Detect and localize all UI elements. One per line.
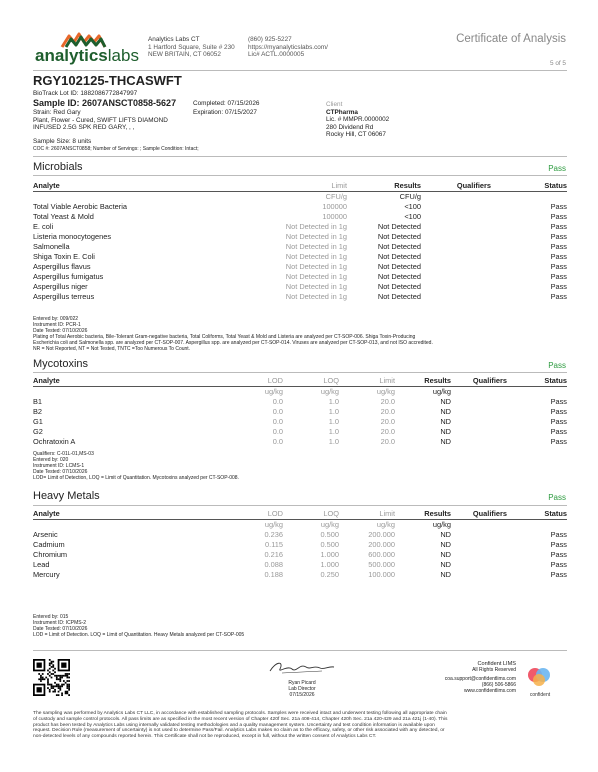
table-cell: ND <box>440 437 451 446</box>
client-block <box>326 101 389 139</box>
table-row <box>33 252 567 262</box>
sample-code: RGY102125-THCASWFT <box>33 73 182 88</box>
completed-date: Completed: 07/15/2026 <box>193 100 260 107</box>
table-cell: Aspergillus fumigatus <box>33 272 104 281</box>
lims-title: Confident LIMS <box>477 661 516 667</box>
table-cell <box>421 292 501 302</box>
unit-lod: ug/kg <box>264 387 283 396</box>
col-results: Results <box>395 509 451 520</box>
table-cell <box>451 530 507 540</box>
col-lod: LOD <box>233 509 283 520</box>
col-results: Results <box>395 376 451 387</box>
table-cell: 0.500 <box>320 540 339 549</box>
disclaimer-line5: non-detected levels of any compounds reported herein. This Certificate shall not be reproduced, except in full, without the written consent of Analytics Labs CT. <box>33 734 377 740</box>
table-cell: Pass <box>550 252 567 261</box>
mycotoxins-note: LOD= Limit of Detection, LOQ = Limit of Quantitation. Mycotoxins analyzed per CT-SOP-008. <box>33 475 239 481</box>
table-cell: ND <box>440 540 451 549</box>
table-cell: E. coli <box>33 222 54 231</box>
table-cell: 200.000 <box>368 530 395 539</box>
table-cell: Aspergillus flavus <box>33 262 91 271</box>
disclaimer <box>33 711 567 740</box>
table-cell: 1.0 <box>328 397 339 406</box>
lims-site[interactable]: www.confidentlims.com <box>464 688 516 694</box>
footer-divider <box>33 650 567 651</box>
sample-divider <box>33 156 567 157</box>
microbials-date-tested: Date Tested: 07/10/2026 <box>33 328 88 334</box>
table-row <box>33 437 567 447</box>
sign-date: 07/15/2026 <box>289 692 315 698</box>
sample-size: Sample Size: 8 units <box>33 138 92 145</box>
heavy-metals-header-row <box>33 509 567 520</box>
mycotoxins-qualifiers: Qualifiers: C-01L-01,MS-03 <box>33 451 94 457</box>
table-cell: Pass <box>550 282 567 291</box>
table-cell <box>421 232 501 242</box>
table-cell: Pass <box>550 292 567 301</box>
table-cell: Not Detected in 1g <box>285 222 347 231</box>
mycotoxins-table <box>33 376 567 447</box>
table-row <box>33 397 567 407</box>
mycotoxins-title: Mycotoxins <box>33 358 89 370</box>
mycotoxins-header-row <box>33 376 567 387</box>
table-cell: Pass <box>550 570 567 579</box>
table-cell: Total Yeast & Mold <box>33 212 94 221</box>
col-status: Status <box>501 181 567 192</box>
table-cell: Not Detected in 1g <box>285 292 347 301</box>
table-cell: 1.0 <box>328 417 339 426</box>
client-address1: 280 Dividend Rd <box>326 123 374 131</box>
table-cell: ND <box>440 427 451 436</box>
table-cell: Not Detected <box>377 262 421 271</box>
table-cell: 0.188 <box>264 570 283 579</box>
unit-results: ug/kg <box>432 387 451 396</box>
table-cell: 200.000 <box>368 540 395 549</box>
table-cell: ND <box>440 397 451 406</box>
table-cell <box>451 417 507 427</box>
table-cell: Arsenic <box>33 530 58 539</box>
table-cell: Aspergillus niger <box>33 282 88 291</box>
table-cell: Listeria monocytogenes <box>33 232 112 241</box>
microbials-entered-by: Entered by: 009/022 <box>33 316 79 322</box>
table-cell: 0.088 <box>264 560 283 569</box>
table-cell: Pass <box>550 417 567 426</box>
table-cell: Salmonella <box>33 242 70 251</box>
table-cell: 100000 <box>322 202 347 211</box>
table-cell <box>451 437 507 447</box>
col-loq: LOQ <box>283 509 339 520</box>
heavy-metals-instrument: Instrument ID: ICPMS-2 <box>33 620 87 626</box>
table-cell <box>421 252 501 262</box>
col-qualifiers: Qualifiers <box>451 376 507 387</box>
table-cell: Ochratoxin A <box>33 437 76 446</box>
microbials-meta <box>33 316 433 352</box>
microbials-divider <box>33 175 567 176</box>
heavy-metals-divider <box>33 505 567 506</box>
table-cell: ND <box>440 550 451 559</box>
table-row <box>33 262 567 272</box>
table-cell: Not Detected in 1g <box>285 282 347 291</box>
unit-limit: ug/kg <box>376 520 395 529</box>
unit-limit: ug/kg <box>376 387 395 396</box>
unit-results: ug/kg <box>432 520 451 529</box>
table-cell: Not Detected <box>377 252 421 261</box>
table-cell <box>451 540 507 550</box>
heavy-metals-date-tested: Date Tested: 07/10/2026 <box>33 626 88 632</box>
lab-address-line1: 1 Hartford Square, Suite # 230 <box>148 43 235 51</box>
table-cell: 0.0 <box>272 427 283 436</box>
table-row <box>33 560 567 570</box>
table-cell: Lead <box>33 560 50 569</box>
lims-phone: (866) 506-5866 <box>481 682 516 688</box>
table-row <box>33 427 567 437</box>
lab-phone: (860) 925-5227 <box>248 36 292 43</box>
col-status: Status <box>507 376 567 387</box>
mycotoxins-date-tested: Date Tested: 07/10/2026 <box>33 469 88 475</box>
microbials-note1: Plating of Total Aerobic bacteria, Bile-Tolerant Gram-negative bacteria, Total Coliforms, Total Yeast & Mold and Listeria are analyzed per CT-SOP-006. Shiga Toxin-Producing <box>33 334 416 340</box>
table-cell: G1 <box>33 417 43 426</box>
table-cell: 100000 <box>322 212 347 221</box>
table-cell: 0.0 <box>272 397 283 406</box>
table-row <box>33 292 567 302</box>
table-cell <box>421 202 501 212</box>
table-cell: 0.500 <box>320 530 339 539</box>
table-cell: 20.0 <box>380 397 395 406</box>
table-cell <box>451 407 507 417</box>
table-cell: Not Detected in 1g <box>285 252 347 261</box>
table-cell: Not Detected <box>377 272 421 281</box>
table-cell: Pass <box>550 427 567 436</box>
signer-title: Lab Director <box>288 686 316 692</box>
table-cell: <100 <box>404 202 421 211</box>
table-cell: B1 <box>33 397 43 406</box>
table-cell: 20.0 <box>380 427 395 436</box>
company-logo <box>33 28 143 68</box>
microbials-unit-row <box>33 192 567 203</box>
heavy-metals-note: LOD = Limit of Detection. LOQ = Limit of Quantitation. Heavy Metals analyzed per CT-SOP-005 <box>33 632 245 638</box>
table-cell: Pass <box>550 232 567 241</box>
table-cell: Pass <box>550 397 567 406</box>
expiration-date: Expiration: 07/15/2027 <box>193 109 257 116</box>
table-cell: Pass <box>550 262 567 271</box>
unit-results: CFU/g <box>399 192 421 201</box>
mycotoxins-pass: Pass <box>548 361 566 370</box>
heavy-metals-entered-by: Entered by: 015 <box>33 614 69 620</box>
table-row <box>33 272 567 282</box>
table-row <box>33 570 567 580</box>
table-cell: 0.216 <box>264 550 283 559</box>
table-row <box>33 550 567 560</box>
logo-text-analytics: analytics <box>35 46 108 65</box>
confident-logo <box>523 665 557 698</box>
client-name: CTPharma <box>326 108 358 116</box>
heavy-metals-title: Heavy Metals <box>33 490 100 502</box>
table-row <box>33 407 567 417</box>
lab-address-block <box>148 36 235 59</box>
table-cell: 20.0 <box>380 407 395 416</box>
table-row <box>33 212 567 222</box>
table-cell: 100.000 <box>368 570 395 579</box>
table-cell: Not Detected in 1g <box>285 272 347 281</box>
table-cell: Aspergillus terreus <box>33 292 95 301</box>
table-cell: 1.000 <box>320 560 339 569</box>
table-cell <box>421 272 501 282</box>
heavy-metals-meta <box>33 614 244 638</box>
unit-loq: ug/kg <box>320 520 339 529</box>
coc-info: COC #: 2607ANSCT0858; Number of Servings: ; Sample Condition: Intact; <box>33 146 199 152</box>
client-label: Client <box>326 101 343 108</box>
table-cell: Shiga Toxin E. Coli <box>33 252 95 261</box>
table-cell: Chromium <box>33 550 68 559</box>
lab-name: Analytics Labs CT <box>148 36 200 43</box>
table-cell: 0.0 <box>272 407 283 416</box>
table-cell <box>451 570 507 580</box>
table-cell: Mercury <box>33 570 60 579</box>
table-cell: Pass <box>550 437 567 446</box>
microbials-table <box>33 181 567 302</box>
table-row <box>33 242 567 252</box>
table-cell: Pass <box>550 222 567 231</box>
disclaimer-line1: The sampling was performed by Analytics Labs CT LLC, in accordance with established sampling protocols. Samples were received intact and underwent testing following all appropriate chain <box>33 711 447 716</box>
microbials-header-row <box>33 181 567 192</box>
biotrack-lot-id: BioTrack Lot ID: 1882086772847997 <box>33 90 138 97</box>
heavy-metals-table <box>33 509 567 580</box>
lims-rights: All Rights Reserved <box>472 667 516 673</box>
microbials-note2: Escherichia coli and Salmonella spp. are analyzed per CT-SOP-007. Aspergillus spp. are analyzed per CT-SOP-014. Viruses are analyzed per CT-SOP-013, and not ISO accredited. <box>33 340 433 346</box>
table-cell: Cadmium <box>33 540 65 549</box>
table-cell: 0.250 <box>320 570 339 579</box>
client-address2: Rocky Hill, CT 06067 <box>326 131 386 139</box>
disclaimer-line4: request. Decision Rule (measurement of uncertainty) is not used to determine Pass/Fail. Analytics Labs makes no claim as to the efficacy, safety, or other risk associated with any detected, or <box>33 728 445 734</box>
table-cell <box>451 560 507 570</box>
table-cell: 0.236 <box>264 530 283 539</box>
table-cell: 0.0 <box>272 437 283 446</box>
table-cell: 1.0 <box>328 427 339 436</box>
table-cell: ND <box>440 417 451 426</box>
table-cell: Not Detected in 1g <box>285 262 347 271</box>
table-row <box>33 202 567 212</box>
mycotoxins-instrument: Instrument ID: LCMS-1 <box>33 463 85 469</box>
table-cell: Pass <box>550 272 567 281</box>
heavy-metals-pass: Pass <box>548 493 566 502</box>
table-cell: Not Detected <box>377 232 421 241</box>
col-limit: Limit <box>233 181 347 192</box>
mycotoxins-entered-by: Entered by: 020 <box>33 457 69 463</box>
table-row <box>33 222 567 232</box>
table-cell: ND <box>440 560 451 569</box>
lab-license: Lic# ACTL.0000005 <box>248 51 305 59</box>
col-qualifiers: Qualifiers <box>421 181 501 192</box>
client-license: Lic. # MMPR.0000002 <box>326 116 390 124</box>
table-cell <box>421 222 501 232</box>
lab-contact-block <box>248 36 328 59</box>
table-cell: Pass <box>550 242 567 251</box>
table-cell: Pass <box>550 530 567 539</box>
table-cell: <100 <box>404 212 421 221</box>
table-cell: Pass <box>550 550 567 559</box>
table-cell: 600.000 <box>368 550 395 559</box>
page-number: 5 of 5 <box>550 60 566 67</box>
table-cell <box>421 242 501 252</box>
header-divider <box>33 70 567 71</box>
document-title: Certificate of Analysis <box>456 33 566 45</box>
table-cell: 1.000 <box>320 550 339 559</box>
signer-name: Ryan Picard <box>288 680 316 686</box>
table-row <box>33 540 567 550</box>
table-cell: G2 <box>33 427 43 436</box>
mycotoxins-meta <box>33 451 239 481</box>
col-analyte: Analyte <box>33 509 233 520</box>
table-cell: Not Detected in 1g <box>285 242 347 251</box>
confident-logo-text: confident <box>529 692 551 698</box>
col-status: Status <box>507 509 567 520</box>
qr-code[interactable] <box>33 659 70 696</box>
microbials-instrument: Instrument ID: PCR-1 <box>33 322 81 328</box>
microbials-note3: NR = Not Reported, NT = Not Tested, TNTC =Too Numerous To Count. <box>33 346 191 352</box>
table-cell: Not Detected <box>377 292 421 301</box>
table-row <box>33 232 567 242</box>
table-row <box>33 282 567 292</box>
col-limit: Limit <box>339 509 395 520</box>
col-results: Results <box>347 181 421 192</box>
unit-lod: ug/kg <box>264 520 283 529</box>
table-cell: 1.0 <box>328 437 339 446</box>
col-limit: Limit <box>339 376 395 387</box>
mycotoxins-unit-row <box>33 387 567 398</box>
table-cell: ND <box>440 570 451 579</box>
table-cell: 20.0 <box>380 417 395 426</box>
table-cell: Pass <box>550 540 567 549</box>
table-cell: 1.0 <box>328 407 339 416</box>
mycotoxins-divider <box>33 372 567 373</box>
sample-id: Sample ID: 2607ANSCT0858-5627 <box>33 98 177 108</box>
disclaimer-line2: of custody and sample control protocols. All pass limits are as specified in the most recent version of Chapter 420f Sec. 21a 408-414, Chapter 420h Sec. 21a 420-429 and 21a 421j (1-40). This <box>33 716 448 722</box>
logo-text-labs: labs <box>107 46 139 65</box>
unit-limit: CFU/g <box>325 192 347 201</box>
microbials-title: Microbials <box>33 161 83 173</box>
col-lod: LOD <box>233 376 283 387</box>
table-cell: Not Detected <box>377 282 421 291</box>
table-cell: Total Viable Aerobic Bacteria <box>33 202 127 211</box>
col-loq: LOQ <box>283 376 339 387</box>
heavy-metals-unit-row <box>33 520 567 531</box>
table-cell <box>421 262 501 272</box>
table-cell: Pass <box>550 560 567 569</box>
table-cell: 20.0 <box>380 437 395 446</box>
lims-block <box>445 661 516 694</box>
col-analyte: Analyte <box>33 376 233 387</box>
table-row <box>33 530 567 540</box>
strain: Strain: Red Gary <box>33 109 81 116</box>
lab-website[interactable]: https://myanalyticslabs.com/ <box>248 43 328 51</box>
col-qualifiers: Qualifiers <box>451 509 507 520</box>
unit-loq: ug/kg <box>320 387 339 396</box>
lab-address-line2: NEW BRITAIN, CT 06052 <box>148 51 221 59</box>
signer-block <box>262 680 342 698</box>
table-cell <box>421 212 501 222</box>
table-cell <box>421 282 501 292</box>
table-cell: Pass <box>550 202 567 211</box>
table-cell <box>451 550 507 560</box>
table-cell: Not Detected in 1g <box>285 232 347 241</box>
table-cell <box>451 397 507 407</box>
table-cell: Pass <box>550 212 567 221</box>
product-description-line1: Plant, Flower - Cured, SWIFT LIFTS DIAMOND <box>33 117 168 124</box>
lims-email[interactable]: coa.support@confidentlims.com <box>444 676 516 682</box>
table-cell: Not Detected <box>377 242 421 251</box>
col-analyte: Analyte <box>33 181 233 192</box>
table-cell: 0.0 <box>272 417 283 426</box>
table-cell: B2 <box>33 407 43 416</box>
table-cell: 500.000 <box>368 560 395 569</box>
table-cell: ND <box>440 530 451 539</box>
table-cell: Pass <box>550 407 567 416</box>
table-cell: ND <box>440 407 451 416</box>
director-signature <box>262 657 342 679</box>
product-description-line2: INFUSED 2.5G SPK RED GARY, , , <box>33 124 135 131</box>
disclaimer-line3: product has been tested by Analytics Labs using internally validated testing methodologies and a quality management system. Uncertainty and test condition information is available upon <box>33 722 435 728</box>
table-cell: 0.115 <box>265 540 283 549</box>
table-cell: Not Detected <box>377 222 421 231</box>
table-row <box>33 417 567 427</box>
table-cell <box>451 427 507 437</box>
microbials-pass: Pass <box>548 164 566 173</box>
